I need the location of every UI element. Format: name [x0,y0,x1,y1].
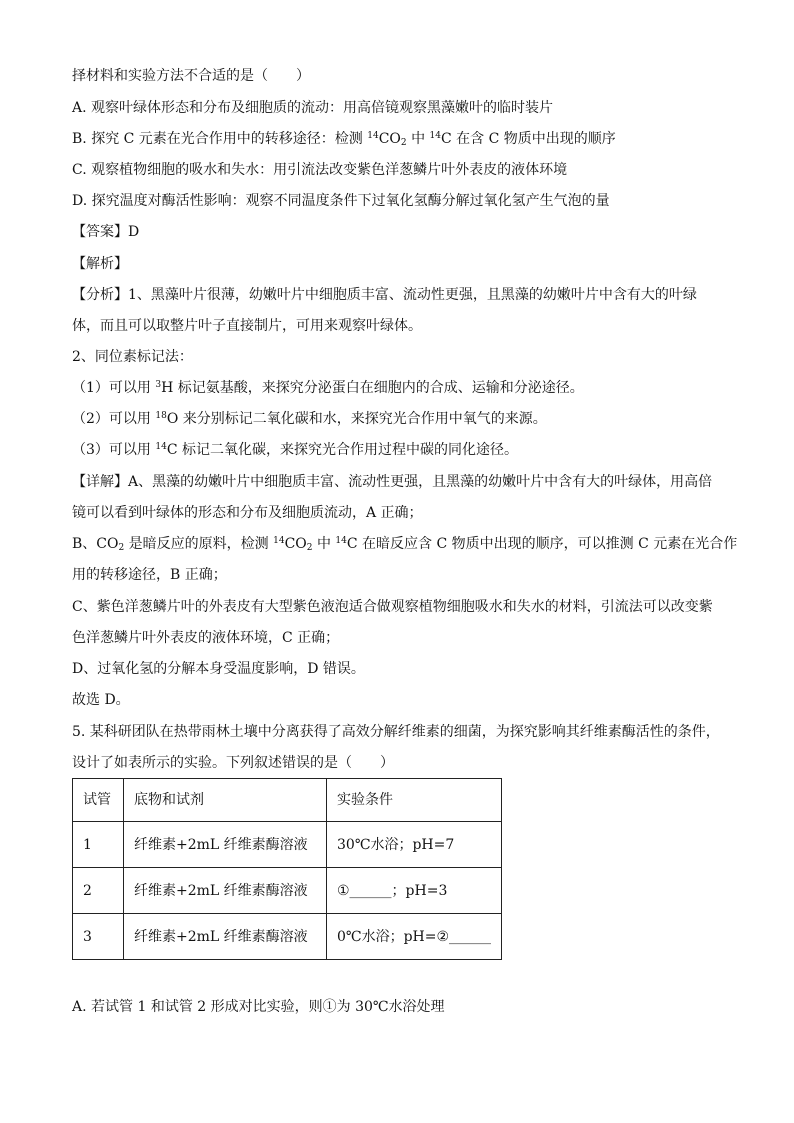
table-cell: 纤维素+2mL 纤维素酶溶液 [124,868,327,914]
option-b: B. 探究 C 元素在光合作用中的转移途径：检测 $^{14}CO_2$ 中 $^{14}$C 在含 C 物质中出现的顺序 [72,131,616,148]
isotope-heading: 2、同位素标记法： [72,349,193,365]
isotope-item-2: （2）可以用 $^{18}$O 来分别标记二氧化碳和水，来探究光合作用中氧气的来源。 [72,411,547,427]
table-header-cell: 试管 [73,779,124,822]
question-5-option-a: A. 若试管 1 和试管 2 形成对比实验，则①为 30℃水浴处理 [72,999,445,1015]
table-row [73,822,502,868]
table-cell: 30℃水浴；pH=7 [327,822,502,868]
detail-paragraph-b: B、$CO_2$ 是暗反应的原料，检测 $^{14}CO_2$ 中 $^{14}$C 在暗反应含 C 物质中出现的顺序，可以推测 C 元素在光合作 [72,536,738,553]
analysis-paragraph-1: 【分析】1、黑藻叶片很薄，幼嫩叶片中细胞质丰富、流动性更强，且黑藻的幼嫩叶片中含有大的叶绿 [72,287,697,303]
experiment-table [72,778,502,960]
table-cell: 纤维素+2mL 纤维素酶溶液 [124,822,327,868]
detail-paragraph-b-cont: 用的转移途径，B 正确； [72,567,227,583]
table-header-cell: 底物和试剂 [124,779,327,822]
table-cell: 2 [73,868,124,914]
analysis-heading: 【解析】 [72,256,128,272]
detail-paragraph-a-cont: 镜可以看到叶绿体的形态和分布及细胞质流动，A 正确； [72,505,423,521]
table-header-row [73,779,502,822]
table-cell: 0℃水浴；pH=②______ [327,914,502,960]
option-c: C. 观察植物细胞的吸水和失水：用引流法改变紫色洋葱鳞片叶外表皮的液体环境 [72,162,568,178]
option-a: A. 观察叶绿体形态和分布及细胞质的流动：用高倍镜观察黑藻嫩叶的临时装片 [72,100,554,116]
detail-paragraph-c: C、紫色洋葱鳞片叶的外表皮有大型紫色液泡适合做观察植物细胞吸水和失水的材料，引流法可以改变紫 [72,599,713,615]
analysis-paragraph-1-cont: 体，而且可以取整片叶子直接制片，可用来观察叶绿体。 [72,318,422,334]
table-cell: 3 [73,914,124,960]
detail-paragraph-a: 【详解】A、黑藻的幼嫩叶片中细胞质丰富、流动性更强，且黑藻的幼嫩叶片中含有大的叶绿体，用高倍 [72,474,713,490]
question-5-stem-cont: 设计了如表所示的实验。下列叙述错误的是（ ） [72,755,394,771]
table-cell: 纤维素+2mL 纤维素酶溶液 [124,914,327,960]
table-cell: ①______；pH=3 [327,868,502,914]
isotope-item-1: （1）可以用 $^3$H 标记氨基酸，来探究分泌蛋白在细胞内的合成、运输和分泌途径。 [72,380,584,396]
table-header-cell: 实验条件 [327,779,502,822]
table-row [73,914,502,960]
detail-paragraph-c-cont: 色洋葱鳞片叶外表皮的液体环境，C 正确； [72,630,340,646]
table-row [73,868,502,914]
option-d: D. 探究温度对酶活性影响：观察不同温度条件下过氧化氢酶分解过氧化氢产生气泡的量 [72,193,610,209]
conclusion: 故选 D。 [72,692,130,708]
answer-label: 【答案】D [72,224,140,240]
question-5-stem: 5. 某科研团队在热带雨林土壤中分离获得了高效分解纤维素的细菌，为探究影响其纤维素酶活性的条件， [72,724,720,740]
question-4-stem-end: 择材料和实验方法不合适的是（ ） [72,68,310,84]
table-cell: 1 [73,822,124,868]
detail-paragraph-d: D、过氧化氢的分解本身受温度影响，D 错误。 [72,661,365,677]
isotope-item-3: （3）可以用 $^{14}$C 标记二氧化碳，来探究光合作用过程中碳的同化途径。 [72,442,518,458]
